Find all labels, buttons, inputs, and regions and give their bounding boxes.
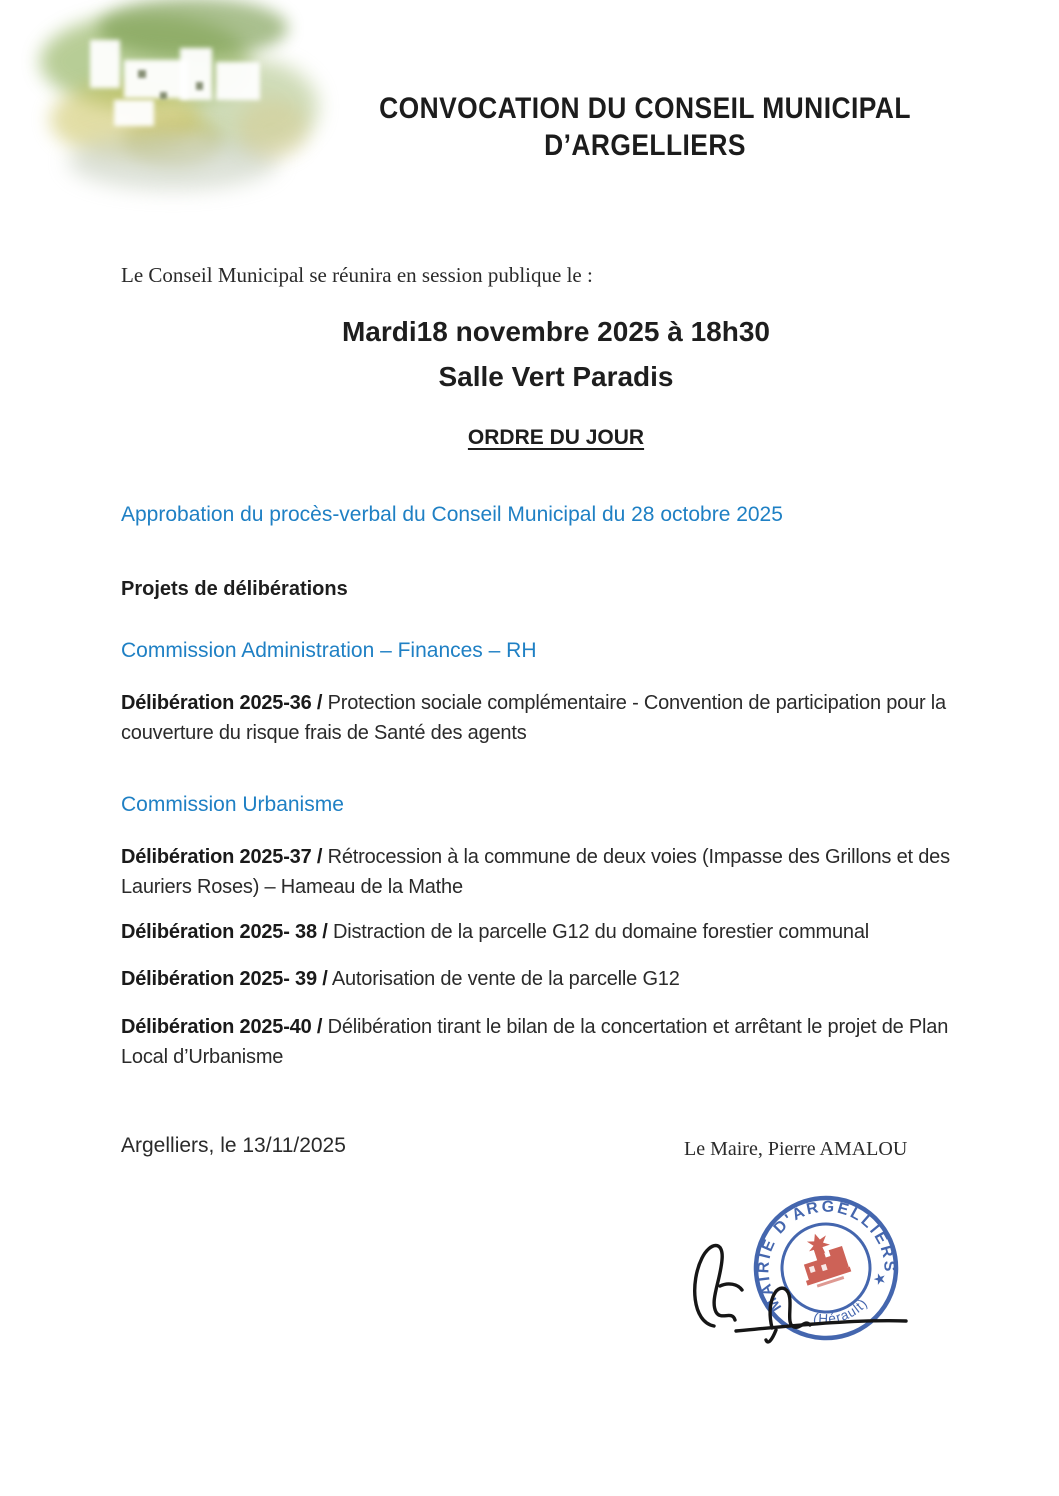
deliberation-text: Rétrocession à la commune de deux voies (Impasse des Grillons et des Lauriers Roses) – Hameau de la Mathe bbox=[121, 846, 950, 898]
deliberation-text: Délibération tirant le bilan de la concertation et arrêtant le projet de Plan Local d’Urbanisme bbox=[121, 1016, 949, 1068]
deliberation-ref: Délibération 2025- 39 / bbox=[121, 968, 328, 990]
deliberation-text: Autorisation de vente de la parcelle G12 bbox=[327, 968, 680, 990]
intro-text: Le Conseil Municipal se réunira en session publique le : bbox=[121, 263, 593, 287]
stamp-top-text: MAIRIE D'ARGELLIERS bbox=[755, 1198, 898, 1315]
deliberation-ref: Délibération 2025-37 / bbox=[121, 846, 323, 868]
deliberation-item-2025-39 bbox=[121, 964, 981, 994]
approval-item: Approbation du procès-verbal du Conseil Municipal du 28 octobre 2025 bbox=[121, 503, 783, 526]
title-line-1: CONVOCATION DU CONSEIL MUNICIPAL bbox=[379, 92, 911, 125]
deliberation-ref: Délibération 2025-40 / bbox=[121, 1016, 323, 1038]
agenda-heading: ORDRE DU JOUR bbox=[467, 426, 645, 449]
deliberation-text: Distraction de la parcelle G12 du domaine forestier communal bbox=[327, 921, 870, 943]
deliberation-item-2025-38 bbox=[121, 917, 981, 947]
deliberation-item-2025-37 bbox=[121, 842, 981, 902]
deliberation-item-2025-40 bbox=[121, 1012, 981, 1072]
session-location: Salle Vert Paradis bbox=[438, 361, 674, 392]
commission-heading-urbanisme: Commission Urbanisme bbox=[121, 793, 344, 816]
deliberation-text: Protection sociale complémentaire - Convention de participation pour la couverture du risque frais de Santé des agents bbox=[121, 692, 946, 744]
signatory: Le Maire, Pierre AMALOU bbox=[684, 1138, 908, 1160]
deliberation-ref: Délibération 2025- 38 / bbox=[121, 921, 328, 943]
star-icon: ★ bbox=[870, 1269, 889, 1290]
session-datetime: Mardi18 novembre 2025 à 18h30 bbox=[341, 316, 770, 347]
projects-heading: Projets de délibérations bbox=[121, 578, 348, 600]
title-line-2: D’ARGELLIERS bbox=[544, 129, 746, 162]
mayor-signature bbox=[680, 1230, 912, 1348]
village-watercolor-logo bbox=[28, 4, 328, 196]
stamp-bottom-text: (Hérault) bbox=[812, 1295, 871, 1327]
document-title bbox=[341, 90, 948, 164]
place-date: Argelliers, le 13/11/2025 bbox=[121, 1134, 346, 1157]
deliberation-item-2025-36 bbox=[121, 688, 981, 748]
deliberation-ref: Délibération 2025-36 / bbox=[121, 692, 323, 714]
session-block bbox=[122, 309, 990, 399]
commission-heading-admin-finances-rh: Commission Administration – Finances – RH bbox=[121, 639, 537, 662]
